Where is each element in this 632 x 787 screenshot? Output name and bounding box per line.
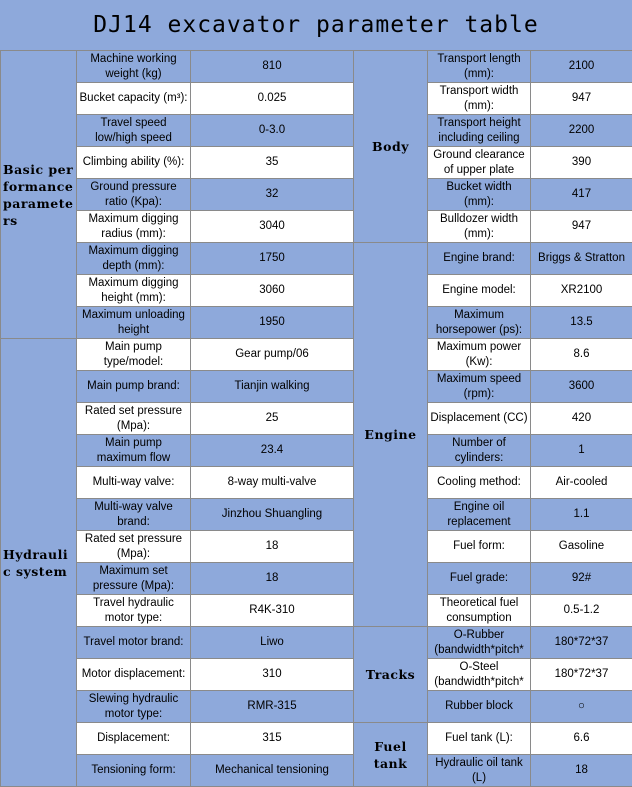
- param-value: 8.6: [531, 339, 632, 371]
- param-value: 3060: [191, 275, 354, 307]
- param-value: 810: [191, 51, 354, 83]
- param-value: 13.5: [531, 307, 632, 339]
- table-row: [1, 627, 632, 659]
- param-label: Fuel tank (L):: [428, 723, 531, 755]
- param-label: Maximum horsepower (ps):: [428, 307, 531, 339]
- param-value: 3040: [191, 211, 354, 243]
- param-label: Fuel form:: [428, 531, 531, 563]
- param-value: Liwo: [191, 627, 354, 659]
- table-row: [1, 371, 632, 403]
- category-fuel-tank: Fuel tank: [354, 723, 428, 787]
- param-value: 417: [531, 179, 632, 211]
- table-row: [1, 115, 632, 147]
- table-row: [1, 691, 632, 723]
- param-label: Rated set pressure (Mpa):: [77, 403, 191, 435]
- param-label: Transport length (mm):: [428, 51, 531, 83]
- param-label: Multi-way valve brand:: [77, 499, 191, 531]
- param-label: Multi-way valve:: [77, 467, 191, 499]
- table-row: [1, 435, 632, 467]
- table-row: [1, 723, 632, 755]
- param-value: RMR-315: [191, 691, 354, 723]
- param-label: Transport width (mm):: [428, 83, 531, 115]
- param-value: 315: [191, 723, 354, 755]
- param-value: Gear pump/06: [191, 339, 354, 371]
- param-label: Rubber block: [428, 691, 531, 723]
- table-row: [1, 403, 632, 435]
- table-row: [1, 243, 632, 275]
- param-value: 6.6: [531, 723, 632, 755]
- param-value: 18: [191, 563, 354, 595]
- param-label: Machine working weight (kg): [77, 51, 191, 83]
- param-label: Travel hydraulic motor type:: [77, 595, 191, 627]
- param-value: 92#: [531, 563, 632, 595]
- param-value: 2100: [531, 51, 632, 83]
- table-row: [1, 307, 632, 339]
- param-label: Travel speed low/high speed: [77, 115, 191, 147]
- param-label: Bucket width (mm):: [428, 179, 531, 211]
- param-label: Displacement:: [77, 723, 191, 755]
- param-label: Main pump maximum flow: [77, 435, 191, 467]
- param-label: Fuel grade:: [428, 563, 531, 595]
- param-value: XR2100: [531, 275, 632, 307]
- param-label: Bucket capacity (m³):: [77, 83, 191, 115]
- param-label: Engine brand:: [428, 243, 531, 275]
- param-value: 1750: [191, 243, 354, 275]
- category-tracks: Tracks: [354, 627, 428, 723]
- category-hydraulic-system: Hydraulic system: [1, 339, 77, 787]
- param-value: 0.025: [191, 83, 354, 115]
- param-value: Briggs & Stratton: [531, 243, 632, 275]
- param-label: Maximum power (Kw):: [428, 339, 531, 371]
- parameter-table: [0, 50, 632, 787]
- param-label: Rated set pressure (Mpa):: [77, 531, 191, 563]
- param-value: 32: [191, 179, 354, 211]
- param-label: Bulldozer width (mm):: [428, 211, 531, 243]
- param-value: 23.4: [191, 435, 354, 467]
- param-value: 8-way multi-valve: [191, 467, 354, 499]
- param-label: Maximum digging radius (mm):: [77, 211, 191, 243]
- param-label: O-Rubber (bandwidth*pitch*: [428, 627, 531, 659]
- table-row: [1, 339, 632, 371]
- table-row: [1, 275, 632, 307]
- param-label: Maximum digging height (mm):: [77, 275, 191, 307]
- param-value: 1.1: [531, 499, 632, 531]
- param-value: R4K-310: [191, 595, 354, 627]
- param-label: Displacement (CC): [428, 403, 531, 435]
- param-label: Engine model:: [428, 275, 531, 307]
- param-label: Motor displacement:: [77, 659, 191, 691]
- param-label: Slewing hydraulic motor type:: [77, 691, 191, 723]
- param-label: Transport height including ceiling: [428, 115, 531, 147]
- table-row: [1, 51, 632, 83]
- param-label: Travel motor brand:: [77, 627, 191, 659]
- param-label: Tensioning form:: [77, 755, 191, 787]
- category-basic-performance: Basic performance parameters: [1, 51, 77, 339]
- param-label: Main pump brand:: [77, 371, 191, 403]
- table-row: [1, 211, 632, 243]
- param-label: Maximum digging depth (mm):: [77, 243, 191, 275]
- table-row: [1, 531, 632, 563]
- param-label: Number of cylinders:: [428, 435, 531, 467]
- param-value: 420: [531, 403, 632, 435]
- table-row: [1, 563, 632, 595]
- param-value: 25: [191, 403, 354, 435]
- param-value: Mechanical tensioning: [191, 755, 354, 787]
- category-body: Body: [354, 51, 428, 243]
- param-value: 18: [191, 531, 354, 563]
- param-value: 0.5-1.2: [531, 595, 632, 627]
- param-value: 0-3.0: [191, 115, 354, 147]
- param-value: 2200: [531, 115, 632, 147]
- param-value: 180*72*37: [531, 659, 632, 691]
- param-value: 947: [531, 211, 632, 243]
- param-value: 3600: [531, 371, 632, 403]
- param-value: Tianjin walking: [191, 371, 354, 403]
- param-value: 390: [531, 147, 632, 179]
- param-label: O-Steel (bandwidth*pitch*: [428, 659, 531, 691]
- table-row: [1, 147, 632, 179]
- param-label: Maximum set pressure (Mpa):: [77, 563, 191, 595]
- table-row: [1, 467, 632, 499]
- param-label: Main pump type/model:: [77, 339, 191, 371]
- param-value: 180*72*37: [531, 627, 632, 659]
- param-value: ○: [531, 691, 632, 723]
- param-label: Maximum unloading height: [77, 307, 191, 339]
- param-label: Engine oil replacement: [428, 499, 531, 531]
- table-row: [1, 499, 632, 531]
- param-label: Maximum speed (rpm):: [428, 371, 531, 403]
- param-label: Climbing ability (%):: [77, 147, 191, 179]
- param-label: Cooling method:: [428, 467, 531, 499]
- param-label: Ground pressure ratio (Kpa):: [77, 179, 191, 211]
- param-label: Theoretical fuel consumption: [428, 595, 531, 627]
- category-engine: Engine: [354, 243, 428, 627]
- param-value: Jinzhou Shuangling: [191, 499, 354, 531]
- table-row: [1, 595, 632, 627]
- param-label: Hydraulic oil tank (L): [428, 755, 531, 787]
- param-value: 18: [531, 755, 632, 787]
- page-title: DJ14 excavator parameter table: [0, 0, 632, 51]
- param-value: Air-cooled: [531, 467, 632, 499]
- table-row: [1, 755, 632, 787]
- param-value: Gasoline: [531, 531, 632, 563]
- param-value: 1950: [191, 307, 354, 339]
- table-row: [1, 179, 632, 211]
- table-row: [1, 659, 632, 691]
- param-value: 1: [531, 435, 632, 467]
- param-value: 947: [531, 83, 632, 115]
- param-value: 35: [191, 147, 354, 179]
- param-label: Ground clearance of upper plate: [428, 147, 531, 179]
- table-row: [1, 83, 632, 115]
- param-value: 310: [191, 659, 354, 691]
